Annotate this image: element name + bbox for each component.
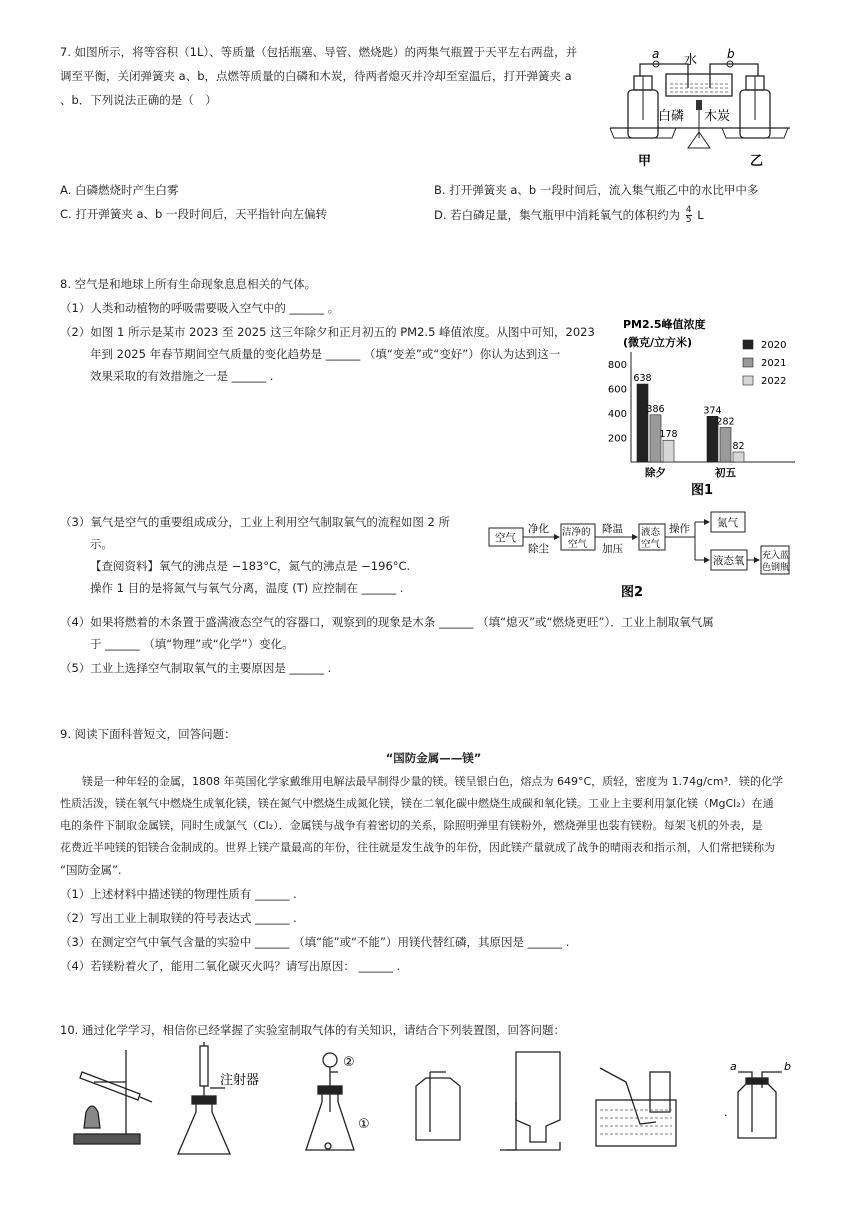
label-a: a <box>652 47 660 61</box>
bar-value-label: 638 <box>633 373 652 385</box>
bar-value-label: 386 <box>646 403 665 415</box>
chart-figure-label: 图1 <box>691 483 714 498</box>
bar-2021-1 <box>720 428 731 462</box>
step-pressurize: 加压 <box>602 543 623 555</box>
bottle-yi <box>740 76 770 138</box>
bottle-jia <box>628 76 658 138</box>
q7-option-c: C. 打开弹簧夹 a、b 一段时间后，天平指针向左偏转 <box>60 207 327 221</box>
step-purify: 净化 <box>528 523 549 535</box>
label-mark-2: ② <box>343 1055 355 1070</box>
bar-2022-1 <box>733 452 744 462</box>
q8-part5: （5）工业上选择空气制取氧气的主要原因是 ______ . <box>60 661 332 675</box>
q8-part4-line2: 于 ______ （填“物理”或“化学”）变化。 <box>90 637 294 651</box>
label-dot: . <box>724 1106 728 1119</box>
y-tick-label: 200 <box>607 433 627 445</box>
q9-para-line4: 花费近半吨镁的铝镁合金制成的。世界上镁产量最高的年份，往往就是发生战争的年份，因此镁产量就成了战争的晴雨表和指示剂，人们常把镁称为 <box>60 841 775 854</box>
q10-apparatus-figures <box>60 1042 860 1164</box>
q9-question3: （3）在测定空气中氧气含量的实验中 ______ （填“能”或“不能”）用镁代替红磷，其原因是 ______ . <box>60 935 570 949</box>
q10-intro: 10. 通过化学学习，相信你已经掌握了实验室制取气体的有关知识，请结合下列装置图，回答问题： <box>60 1023 565 1037</box>
category-label: 除夕 <box>645 467 666 479</box>
q7-stem-line3: 、b．下列说法正确的是（ ） <box>60 93 217 107</box>
bar-value-label: 178 <box>659 429 678 441</box>
q8-intro: 8. 空气是和地球上所有生命现象息息相关的气体。 <box>60 277 317 291</box>
legend-swatch-2021 <box>743 358 753 367</box>
q7-balance-figure <box>600 40 800 175</box>
q9-article-title: “国防金属——镁” <box>385 751 482 765</box>
label-phosphorus: 白磷 <box>658 109 685 124</box>
chart-title: PM2.5峰值浓度 <box>623 318 706 331</box>
y-tick-label: 400 <box>607 409 627 421</box>
box-liquid-oxygen-label: 液态氧 <box>713 555 745 567</box>
water-trough <box>666 74 732 96</box>
label-jia: 甲 <box>638 154 652 169</box>
label-mark-1: ① <box>358 1117 370 1132</box>
q9-question4: （4）若镁粉着火了，能用二氧化碳灭火吗？请写出原因： ______ . <box>60 959 401 973</box>
q7-stem-line1: 7. 如图所示，将等容积（1L）、等质量（包括瓶塞、导管、燃烧匙）的两集气瓶置于天平左右两盘，并 <box>60 45 578 59</box>
q8-part2-line2: 年到 2025 年春节期间空气质量的变化趋势是 ______ （填“变差”或“变好”）你认为达到这一 <box>90 347 561 361</box>
q7-option-d <box>434 206 704 225</box>
label-syringe: 注射器 <box>220 1073 260 1088</box>
q8-part3-line2: 示。 <box>90 537 113 551</box>
step-cool: 降温 <box>602 523 623 535</box>
label-tube-b: b <box>784 1060 791 1073</box>
fraction-numerator: 4 <box>685 205 692 215</box>
y-tick-label: 800 <box>607 360 627 372</box>
q7-option-a: A. 白磷燃烧时产生白雾 <box>60 183 179 197</box>
label-water: 水 <box>684 53 698 68</box>
box-air-label: 空气 <box>495 532 516 544</box>
q7-option-b: B. 打开弹簧夹 a、b 一段时间后，流入集气瓶乙中的水比甲中多 <box>434 183 759 197</box>
legend-label-2020: 2020 <box>761 340 787 351</box>
label-yi: 乙 <box>750 154 764 169</box>
legend-label-2022: 2022 <box>761 376 787 387</box>
apparatus-water-trough <box>596 1068 676 1146</box>
q7-stem-line2: 调至平衡，关闭弹簧夹 a、b，点燃等质量的白磷和木炭，待两者熄灭并冷却至室温后，打开弹簧夹 a <box>60 69 572 83</box>
box-liquid-air-l2: 空气 <box>641 539 661 550</box>
q9-question2: （2）写出工业上制取镁的符号表达式 ______ . <box>60 911 297 925</box>
q9-para-line2: 性质活泼，镁在氧气中燃烧生成氧化镁，镁在氮气中燃烧生成氮化镁，镁在二氧化碳中燃烧生成碳和氧化镁。工业上主要利用氯化镁（MgCl₂）在通 <box>60 797 774 810</box>
q9-question1: （1）上述材料中描述镁的物理性质有 ______ . <box>60 887 297 901</box>
bar-value-label: 82 <box>732 440 745 452</box>
q7-option-d-unit: L <box>697 208 704 222</box>
bar-2022-0 <box>663 440 674 462</box>
q8-part3-line3: 【查阅资料】氧气的沸点是 −183°C，氮气的沸点是 −196°C. <box>90 559 411 573</box>
apparatus-syringe-flask <box>178 1042 230 1154</box>
legend-swatch-2020 <box>743 340 753 349</box>
bar-value-label: 374 <box>703 405 722 417</box>
apparatus-ab-bottle <box>738 1072 782 1138</box>
bar-2020-0 <box>637 384 648 462</box>
q9-para-line1: 镁是一种年轻的金属，1808 年英国化学家戴维用电解法最早制得少量的镁。镁呈银白色，熔点为 649°C，质轻，密度为 1.74g/cm³．镁的化学 <box>60 775 784 788</box>
box-clean-air-l2: 空气 <box>568 539 588 550</box>
q8-part1: （1）人类和动植物的呼吸需要吸入空气中的 ______ 。 <box>60 301 340 315</box>
apparatus-inverted-bottle <box>500 1052 560 1150</box>
q8-part3-line1: （3）氧气是空气的重要组成成分，工业上利用空气制取氧气的流程如图 2 所 <box>60 515 450 529</box>
legend-label-2021: 2021 <box>761 358 787 369</box>
q7-option-d-fraction <box>686 206 692 225</box>
step-operation: 操作 <box>669 523 690 535</box>
q9-para-line5: “国防金属”. <box>60 863 122 877</box>
oxygen-flow-diagram <box>485 508 790 600</box>
box-liquid-air-l1: 液态 <box>641 527 661 538</box>
label-charcoal: 木炭 <box>704 109 731 124</box>
label-tube-a: a <box>730 1060 737 1073</box>
chart-ylabel: (微克/立方米) <box>623 336 693 349</box>
fraction-denominator: 5 <box>685 215 692 225</box>
bar-value-label: 282 <box>716 416 735 428</box>
y-tick-label: 600 <box>607 384 627 396</box>
apparatus-heating-tube <box>74 1050 152 1144</box>
q8-part2-line3: 效果采取的有效措施之一是 ______ . <box>90 369 274 383</box>
q8-part2-line1: （2）如图 1 所示是某市 2023 至 2025 这三年除夕和正月初五的 PM2.5 峰值浓度。从图中可知，2023 <box>60 325 595 339</box>
apparatus-gas-bottle-upward <box>416 1072 460 1140</box>
flow-figure-label: 图2 <box>621 585 644 600</box>
box-cylinder-l2: 色钢瓶 <box>762 563 790 573</box>
q8-part4-line1: （4）如果将燃着的木条置于盛满液态空气的容器口，观察到的现象是木条 ______ （填“熄灭”或“燃烧更旺”）．工业上制取氧气属 <box>60 615 714 629</box>
q9-intro: 9. 阅读下面科普短文，回答问题： <box>60 727 236 741</box>
step-dedust: 除尘 <box>528 543 549 555</box>
box-clean-air-l1: 洁净的 <box>562 527 591 538</box>
q9-para-line3: 电的条件下制取金属镁，同时生成氯气（Cl₂）．金属镁与战争有着密切的关系，除照明弹里有镁粉外，燃烧弹里也装有镁粉。每架飞机的外表，是 <box>60 819 763 832</box>
label-b: b <box>727 47 735 61</box>
q7-option-d-text: D. 若白磷足量，集气瓶甲中消耗氧气的体积约为 <box>434 208 681 222</box>
box-nitrogen-label: 氮气 <box>717 517 738 529</box>
q8-part3-line4: 操作 1 目的是将氮气与氧气分离，温度 (T) 应控制在 ______ . <box>90 581 404 595</box>
category-label: 初五 <box>715 467 736 479</box>
pm25-bar-chart <box>595 312 810 504</box>
box-cylinder-l1: 充入蓝 <box>762 551 790 561</box>
legend-swatch-2022 <box>743 376 753 385</box>
